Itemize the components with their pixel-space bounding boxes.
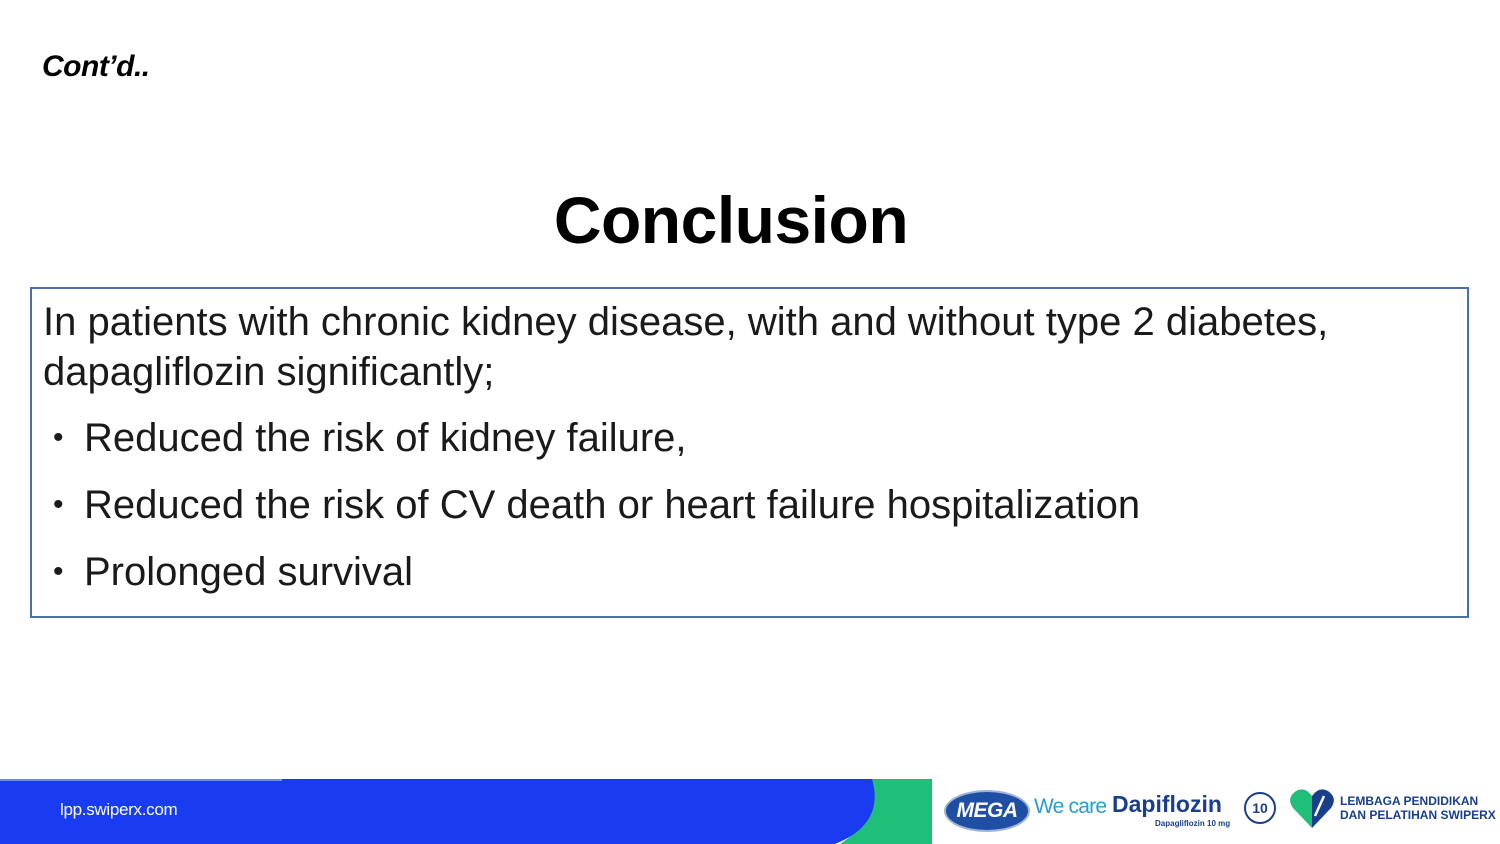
bullet-list	[32, 412, 1140, 613]
bullet-item	[32, 479, 1140, 546]
bullet-item	[32, 412, 1140, 479]
bullet-dot-icon: •	[53, 555, 64, 588]
heart-leaf-icon	[1288, 786, 1336, 830]
bullet-dot-icon: •	[53, 488, 64, 521]
footer-url[interactable]: lpp.swiperx.com	[60, 800, 178, 819]
bullet-text: Prolonged survival	[84, 550, 414, 594]
slide-title: Conclusion	[553, 183, 909, 257]
institution-line-2: DAN PELATIHAN SWIPERX	[1340, 808, 1496, 822]
product-subtitle: Dapagliflozin 10 mg	[1155, 819, 1231, 828]
conclusion-box	[30, 287, 1469, 618]
we-care-text: We care	[1034, 795, 1107, 818]
footer-highlight-line	[0, 779, 282, 781]
contd-label: Cont’d..	[42, 50, 150, 83]
institution-name	[1340, 794, 1496, 822]
institution-line-1: LEMBAGA PENDIDIKAN	[1340, 794, 1479, 808]
mega-logo: MEGA	[944, 790, 1030, 832]
intro-text: In patients with chronic kidney disease, with and without type 2 diabetes, dapagliflozin significantly;	[43, 300, 1329, 394]
dose-badge: 10	[1244, 792, 1276, 824]
bullet-dot-icon: •	[53, 421, 64, 454]
bullet-text: Reduced the risk of kidney failure,	[84, 416, 687, 460]
bullet-item	[32, 546, 1140, 613]
product-name: Dapiflozin	[1112, 791, 1222, 817]
brand-logos	[940, 782, 1500, 844]
bullet-text: Reduced the risk of CV death or heart failure hospitalization	[84, 483, 1141, 527]
